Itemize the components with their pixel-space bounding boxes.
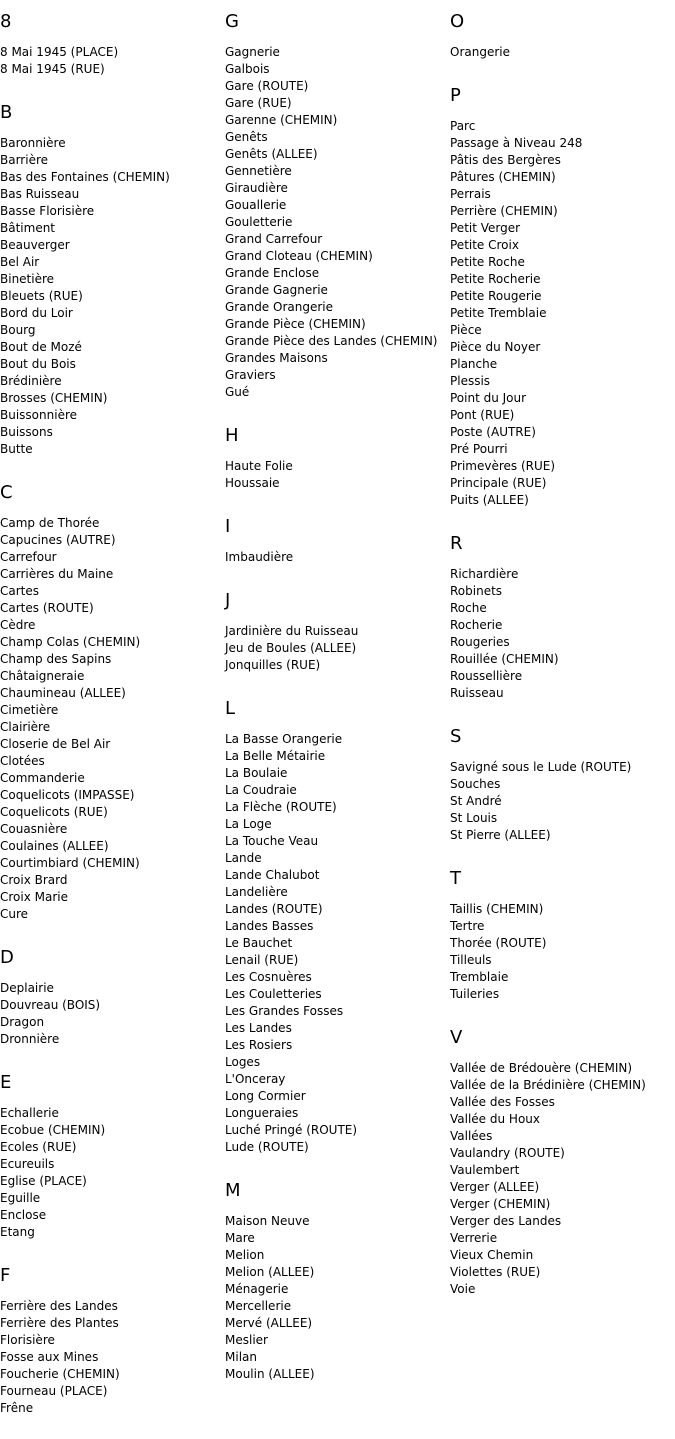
street-entry: La Touche Veau	[225, 834, 319, 848]
street-entry: Grande Gagnerie	[225, 283, 328, 297]
street-entry: Vieux Chemin	[450, 1248, 534, 1262]
street-entry: Melion	[225, 1248, 265, 1262]
street-entry: Tremblaie	[450, 970, 509, 984]
street-entry: Jeu de Boules (ALLEE)	[225, 641, 357, 655]
letter-section	[450, 531, 675, 702]
street-entry: Pièce du Noyer	[450, 340, 541, 354]
street-entry: Barrière	[0, 153, 49, 167]
letter-section	[225, 1178, 447, 1383]
street-entry: Houssaie	[225, 476, 280, 490]
street-entry: Poste (AUTRE)	[450, 425, 536, 439]
street-entry: Brosses (CHEMIN)	[0, 391, 108, 405]
street-entry: Primevères (RUE)	[450, 459, 556, 473]
street-entry: Deplairie	[0, 981, 54, 995]
street-entry: Coquelicots (IMPASSE)	[0, 788, 135, 802]
street-entry: Cèdre	[0, 618, 36, 632]
street-entry: Petite Tremblaie	[450, 306, 547, 320]
street-entry: Camp de Thorée	[0, 516, 100, 530]
section-letter-heading: H	[225, 425, 239, 446]
street-entry: Long Cormier	[225, 1089, 306, 1103]
street-entry: St Pierre (ALLEE)	[450, 828, 551, 842]
street-entry: Coulaines (ALLEE)	[0, 839, 109, 853]
street-entry: Gare (ROUTE)	[225, 79, 309, 93]
street-entry: Gouallerie	[225, 198, 287, 212]
street-entry: Souches	[450, 777, 501, 791]
street-entry: Perrais	[450, 187, 491, 201]
section-letter-heading: O	[450, 11, 465, 32]
street-entry: Commanderie	[0, 771, 85, 785]
street-entry: Vallées	[450, 1129, 493, 1143]
street-entry: Lande Chalubot	[225, 868, 320, 882]
street-entry: La Loge	[225, 817, 272, 831]
section-letter-heading: C	[0, 482, 13, 503]
street-entry: Luché Pringé (ROUTE)	[225, 1123, 358, 1137]
street-entry: Maison Neuve	[225, 1214, 310, 1228]
street-entry: Vaulandry (ROUTE)	[450, 1146, 565, 1160]
section-letter-heading: T	[450, 868, 461, 889]
section-letter-heading: 8	[0, 11, 12, 32]
street-entry: 8 Mai 1945 (PLACE)	[0, 45, 119, 59]
street-entry: Galbois	[225, 62, 270, 76]
street-entry: Eglise (PLACE)	[0, 1174, 87, 1188]
section-letter-heading: E	[0, 1072, 12, 1093]
street-entry: Planche	[450, 357, 498, 371]
street-entry: Pâtis des Bergères	[450, 153, 561, 167]
street-entry: Les Landes	[225, 1021, 292, 1035]
street-entry: Les Grandes Fosses	[225, 1004, 344, 1018]
street-entry: Ménagerie	[225, 1282, 289, 1296]
street-entry: Landes (ROUTE)	[225, 902, 323, 916]
street-entry: Genêts	[225, 130, 268, 144]
street-entry: Puits (ALLEE)	[450, 493, 529, 507]
street-entry: Champ des Sapins	[0, 652, 112, 666]
street-entry: Enclose	[0, 1208, 47, 1222]
street-entry: Closerie de Bel Air	[0, 737, 111, 751]
street-entry: Ferrière des Landes	[0, 1299, 118, 1313]
street-entry: Carrefour	[0, 550, 57, 564]
street-entry: Bleuets (RUE)	[0, 289, 83, 303]
street-entry: Clotées	[0, 754, 45, 768]
street-entry: Bas des Fontaines (CHEMIN)	[0, 170, 170, 184]
street-entry: Ecobue (CHEMIN)	[0, 1123, 106, 1137]
street-entry: Giraudière	[225, 181, 288, 195]
street-entry: Meslier	[225, 1333, 268, 1347]
section-letter-heading: I	[225, 516, 231, 537]
street-entry: Gouletterie	[225, 215, 293, 229]
section-letter-heading: R	[450, 533, 463, 554]
letter-section	[0, 1070, 222, 1241]
street-entry: Vaulembert	[450, 1163, 520, 1177]
street-entry: Champ Colas (CHEMIN)	[0, 635, 141, 649]
street-entry: Longueraies	[225, 1106, 299, 1120]
street-entry: Croix Brard	[0, 873, 68, 887]
street-entry: Parc	[450, 119, 476, 133]
street-entry: Bord du Loir	[0, 306, 73, 320]
street-entry: Ecoles (RUE)	[0, 1140, 77, 1154]
street-entry: Binetière	[0, 272, 55, 286]
street-entry: Tilleuls	[450, 953, 492, 967]
street-entry: Garenne (CHEMIN)	[225, 113, 338, 127]
street-entry: Bourg	[0, 323, 36, 337]
letter-section	[0, 9, 222, 78]
street-entry: Gagnerie	[225, 45, 280, 59]
street-entry: Passage à Niveau 248	[450, 136, 583, 150]
street-index-column-3	[450, 9, 675, 1320]
street-entry: Brédinière	[0, 374, 62, 388]
street-entry: Petite Croix	[450, 238, 519, 252]
street-entry: Plessis	[450, 374, 491, 388]
street-entry: Graviers	[225, 368, 276, 382]
street-entry: Grande Pièce des Landes (CHEMIN)	[225, 334, 438, 348]
section-letter-heading: P	[450, 85, 461, 106]
street-entry: Lenail (RUE)	[225, 953, 299, 967]
street-entry: Rouillée (CHEMIN)	[450, 652, 559, 666]
street-entry: Chaumineau (ALLEE)	[0, 686, 126, 700]
street-entry: Roche	[450, 601, 487, 615]
street-entry: Gué	[225, 385, 250, 399]
street-entry: Violettes (RUE)	[450, 1265, 541, 1279]
street-entry: Cimetière	[0, 703, 59, 717]
street-entry: Vallée du Houx	[450, 1112, 540, 1126]
street-entry: Bel Air	[0, 255, 40, 269]
section-letter-heading: S	[450, 726, 462, 747]
letter-section	[225, 9, 447, 401]
letter-section	[0, 480, 222, 923]
street-entry: Douvreau (BOIS)	[0, 998, 101, 1012]
street-entry: Cartes (ROUTE)	[0, 601, 94, 615]
street-entry: Principale (RUE)	[450, 476, 547, 490]
street-entry: Basse Florisière	[0, 204, 95, 218]
street-entry: L'Onceray	[225, 1072, 286, 1086]
street-entry: Voie	[450, 1282, 476, 1296]
street-entry: Petit Verger	[450, 221, 521, 235]
street-entry: Mercellerie	[225, 1299, 292, 1313]
section-letter-heading: F	[0, 1265, 11, 1286]
street-entry: Grand Carrefour	[225, 232, 323, 246]
section-letter-heading: M	[225, 1180, 241, 1201]
street-entry: Grand Cloteau (CHEMIN)	[225, 249, 373, 263]
street-entry: La Coudraie	[225, 783, 297, 797]
street-entry: Beauverger	[0, 238, 70, 252]
letter-section	[450, 83, 675, 509]
street-entry: Dronnière	[0, 1032, 60, 1046]
letter-section	[0, 945, 222, 1048]
street-entry: Bas Ruisseau	[0, 187, 80, 201]
street-entry: Le Bauchet	[225, 936, 293, 950]
street-entry: La Flèche (ROUTE)	[225, 800, 337, 814]
street-entry: Milan	[225, 1350, 257, 1364]
street-entry: Grandes Maisons	[225, 351, 328, 365]
street-entry: Imbaudière	[225, 550, 294, 564]
street-entry: Ecureuils	[0, 1157, 55, 1171]
street-entry: Pont (RUE)	[450, 408, 515, 422]
street-entry: Clairière	[0, 720, 51, 734]
street-entry: Echallerie	[0, 1106, 59, 1120]
section-letter-heading: D	[0, 947, 14, 968]
street-index-column-1	[0, 9, 222, 1439]
street-entry: Cartes	[0, 584, 40, 598]
street-entry: Verger (ALLEE)	[450, 1180, 540, 1194]
street-entry: Couasnière	[0, 822, 68, 836]
street-entry: Orangerie	[450, 45, 510, 59]
street-entry: Bout du Bois	[0, 357, 76, 371]
street-entry: Loges	[225, 1055, 261, 1069]
street-entry: Tuileries	[450, 987, 500, 1001]
street-entry: Roussellière	[450, 669, 523, 683]
street-entry: Gennetière	[225, 164, 292, 178]
street-entry: Bâtiment	[0, 221, 56, 235]
street-entry: Savigné sous le Lude (ROUTE)	[450, 760, 632, 774]
street-entry: Grande Enclose	[225, 266, 320, 280]
street-entry: Grande Pièce (CHEMIN)	[225, 317, 366, 331]
street-entry: Carrières du Maine	[0, 567, 114, 581]
street-entry: La Belle Métairie	[225, 749, 326, 763]
street-entry: Lande	[225, 851, 262, 865]
section-letter-heading: G	[225, 11, 239, 32]
street-entry: Perrière (CHEMIN)	[450, 204, 558, 218]
section-letter-heading: V	[450, 1027, 463, 1048]
street-entry: Mervé (ALLEE)	[225, 1316, 313, 1330]
street-entry: Cure	[0, 907, 29, 921]
street-entry: 8 Mai 1945 (RUE)	[0, 62, 105, 76]
letter-section	[225, 696, 447, 1156]
street-entry: Coquelicots (RUE)	[0, 805, 108, 819]
street-entry: Frêne	[0, 1401, 34, 1415]
street-entry: La Basse Orangerie	[225, 732, 343, 746]
street-entry: Pré Pourri	[450, 442, 508, 456]
street-entry: Petite Rocherie	[450, 272, 541, 286]
street-entry: Courtimbiard (CHEMIN)	[0, 856, 140, 870]
street-entry: Buissonnière	[0, 408, 77, 422]
street-entry: Lude (ROUTE)	[225, 1140, 309, 1154]
street-entry: Jonquilles (RUE)	[225, 658, 321, 672]
street-entry: Grande Orangerie	[225, 300, 333, 314]
street-entry: Landelière	[225, 885, 288, 899]
street-entry: St Louis	[450, 811, 498, 825]
letter-section	[225, 588, 447, 674]
street-entry: Bout de Mozé	[0, 340, 82, 354]
street-entry: Capucines (AUTRE)	[0, 533, 116, 547]
street-entry: Robinets	[450, 584, 503, 598]
street-entry: Baronnière	[0, 136, 66, 150]
section-letter-heading: J	[225, 590, 231, 611]
street-entry: Rocherie	[450, 618, 503, 632]
street-entry: Dragon	[0, 1015, 45, 1029]
street-entry: Les Cosnuères	[225, 970, 312, 984]
street-entry: Point du Jour	[450, 391, 527, 405]
street-entry: Les Rosiers	[225, 1038, 293, 1052]
street-entry: Eguille	[0, 1191, 41, 1205]
street-entry: Foucherie (CHEMIN)	[0, 1367, 120, 1381]
street-entry: Ferrière des Plantes	[0, 1316, 119, 1330]
street-entry: Gare (RUE)	[225, 96, 292, 110]
street-index-column-2	[225, 9, 447, 1405]
street-entry: Rougeries	[450, 635, 510, 649]
street-entry: Etang	[0, 1225, 35, 1239]
street-entry: Buissons	[0, 425, 53, 439]
letter-section	[450, 866, 675, 1003]
street-entry: Melion (ALLEE)	[225, 1265, 315, 1279]
street-entry: Landes Basses	[225, 919, 314, 933]
street-entry: Croix Marie	[0, 890, 68, 904]
street-entry: Thorée (ROUTE)	[450, 936, 547, 950]
street-entry: Verrerie	[450, 1231, 498, 1245]
street-entry: Vallée des Fosses	[450, 1095, 555, 1109]
street-entry: Moulin (ALLEE)	[225, 1367, 315, 1381]
street-entry: Mare	[225, 1231, 255, 1245]
section-letter-heading: B	[0, 102, 13, 123]
street-entry: Verger (CHEMIN)	[450, 1197, 551, 1211]
street-entry: La Boulaie	[225, 766, 288, 780]
street-entry: Fourneau (PLACE)	[0, 1384, 108, 1398]
section-letter-heading: L	[225, 698, 236, 719]
street-entry: Vallée de la Brédinière (CHEMIN)	[450, 1078, 646, 1092]
letter-section	[0, 100, 222, 458]
street-entry: Petite Rougerie	[450, 289, 542, 303]
street-entry: Verger des Landes	[450, 1214, 562, 1228]
street-entry: Vallée de Brédouère (CHEMIN)	[450, 1061, 633, 1075]
street-entry: St André	[450, 794, 502, 808]
letter-section	[450, 9, 675, 61]
street-entry: Les Couletteries	[225, 987, 322, 1001]
street-entry: Florisière	[0, 1333, 55, 1347]
letter-section	[450, 724, 675, 844]
street-entry: Taillis (CHEMIN)	[450, 902, 544, 916]
street-entry: Ruisseau	[450, 686, 504, 700]
street-entry: Pâtures (CHEMIN)	[450, 170, 556, 184]
street-entry: Fosse aux Mines	[0, 1350, 99, 1364]
street-entry: Genêts (ALLEE)	[225, 147, 318, 161]
street-entry: Haute Folie	[225, 459, 293, 473]
street-entry: Pièce	[450, 323, 482, 337]
letter-section	[225, 423, 447, 492]
letter-section	[0, 1263, 222, 1417]
street-entry: Châtaigneraie	[0, 669, 85, 683]
street-entry: Richardière	[450, 567, 519, 581]
street-entry: Butte	[0, 442, 33, 456]
street-entry: Petite Roche	[450, 255, 525, 269]
street-entry: Jardinière du Ruisseau	[225, 624, 359, 638]
street-entry: Tertre	[450, 919, 485, 933]
letter-section	[225, 514, 447, 566]
letter-section	[450, 1025, 675, 1298]
